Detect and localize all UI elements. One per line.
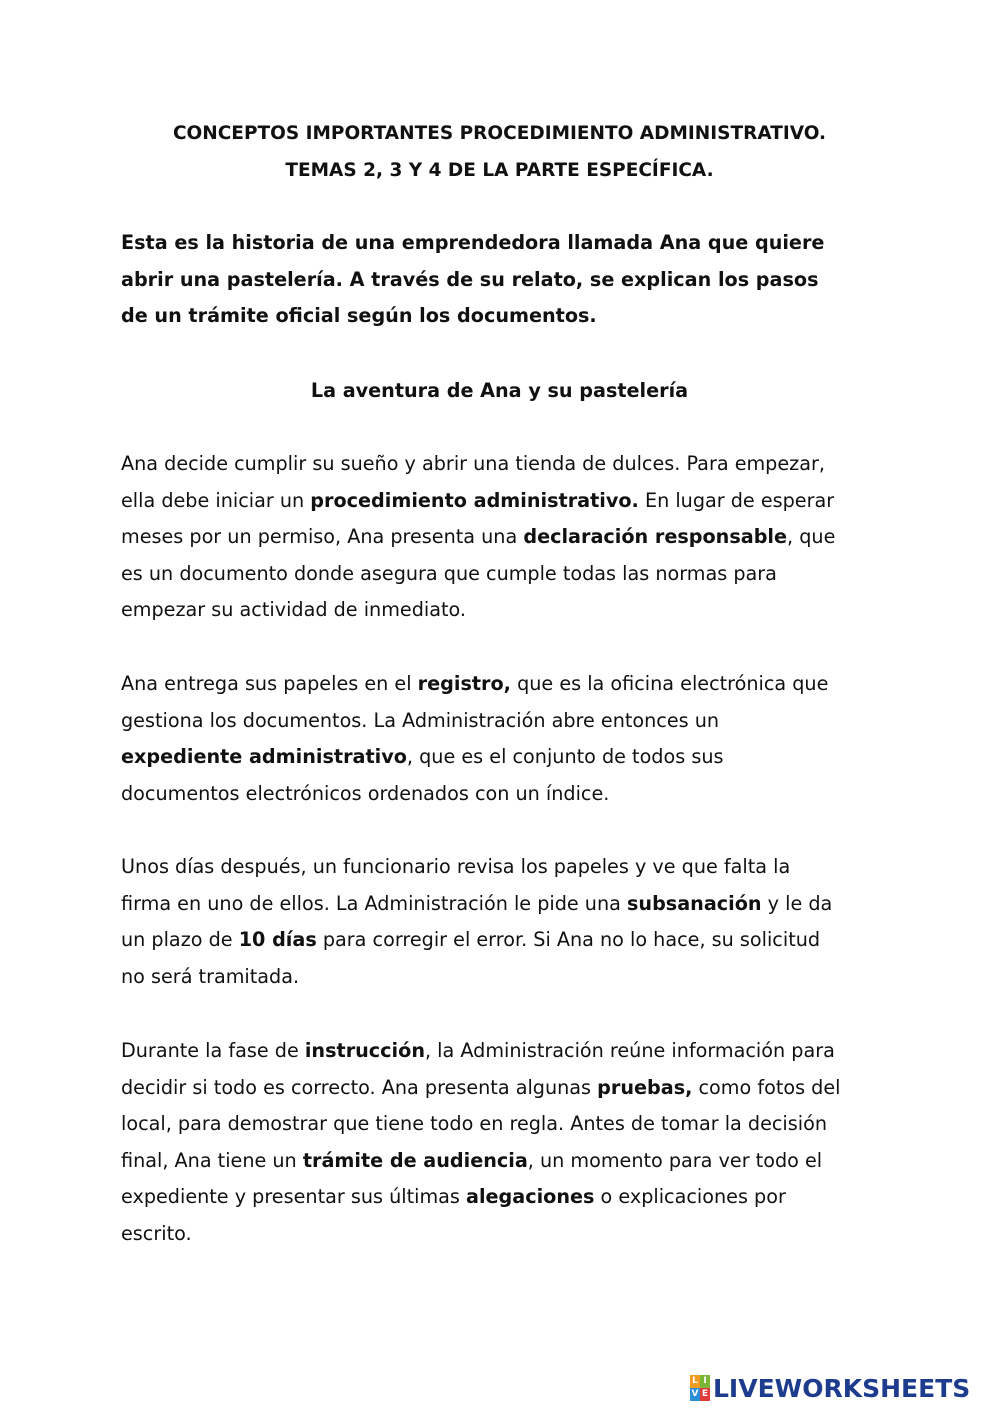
bold-term: trámite de audiencia [302, 1148, 528, 1172]
text-run: que es la oficina electrónica que [510, 672, 829, 695]
text-run: un plazo de [121, 928, 239, 952]
text-run: para corregir el error. Si Ana no lo hace, su solicitud [316, 928, 821, 952]
text-run: Unos días después, un funcionario revisa los papeles y ve que falta la [121, 855, 791, 878]
text-run: es un documento donde asegura que cumple todas las normas para [121, 561, 777, 585]
bold-term: pruebas, [597, 1075, 693, 1099]
bold-term: 10 días [238, 928, 317, 952]
text-run: decidir si todo es correcto. Ana presenta algunas [121, 1075, 598, 1099]
bold-term: alegaciones [466, 1185, 595, 1209]
text-run: y le da [761, 891, 833, 915]
text-run: como fotos del [692, 1075, 841, 1099]
logo-icon-letter: I [700, 1375, 710, 1388]
text-run: , que [787, 525, 836, 549]
story-subtitle: La aventura de Ana y su pastelería [310, 379, 689, 402]
text-run: empezar su actividad de inmediato. [121, 598, 466, 622]
bold-term: registro, [417, 672, 511, 695]
bold-term: expediente administrativo [121, 745, 407, 769]
text-run: no será tramitada. [121, 964, 300, 988]
logo-icon-letter: V [691, 1389, 699, 1399]
text-run: Durante la fase de [121, 1039, 305, 1062]
document-title-line-2: TEMAS 2, 3 Y 4 DE LA PARTE ESPECÍFICA. [285, 160, 714, 181]
text-run: ella debe iniciar un [121, 488, 311, 512]
text-run: o explicaciones por [594, 1185, 786, 1209]
text-run: , un momento para ver todo el [527, 1148, 823, 1172]
text-run: meses por un permiso, Ana presenta una [121, 525, 524, 549]
bold-term: declaración responsable [523, 525, 788, 549]
text-run: Ana decide cumplir su sueño y abrir una tienda de dulces. Para empezar, [121, 452, 825, 475]
text-run: documentos electrónicos ordenados con un índice. [121, 781, 610, 805]
text-run: escrito. [121, 1221, 192, 1245]
text-run: firma en uno de ellos. La Administración le pide una [121, 891, 627, 915]
paragraph-declaracion-responsable [121, 446, 891, 629]
logo-icon-letter: E [701, 1389, 709, 1399]
paragraph-instruccion [121, 1033, 891, 1253]
document-title-line-1: CONCEPTOS IMPORTANTES PROCEDIMIENTO ADMINISTRATIVO. [172, 123, 827, 144]
intro-line: abrir una pastelería. A través de su relato, se explican los pasos [121, 267, 819, 291]
text-run: En lugar de esperar [638, 488, 835, 512]
intro-line: de un trámite oficial según los documentos. [121, 304, 597, 328]
text-run: , la Administración reúne información para [424, 1039, 835, 1062]
text-run: final, Ana tiene un [121, 1148, 303, 1172]
text-run: local, para demostrar que tiene todo en regla. Antes de tomar la decisión [121, 1112, 827, 1136]
paragraph-subsanacion [121, 849, 891, 995]
intro-line: Esta es la historia de una emprendedora llamada Ana que quiere [121, 231, 825, 254]
text-run: , que es el conjunto de todos sus [406, 745, 724, 769]
text-run: Ana entrega sus papeles en el [121, 672, 418, 695]
bold-term: subsanación [626, 891, 762, 915]
bold-term: procedimiento administrativo. [310, 488, 639, 512]
text-run: expediente y presentar sus últimas [121, 1185, 466, 1209]
paragraph-registro [121, 666, 891, 812]
intro-paragraph [121, 225, 891, 335]
text-run: gestiona los documentos. La Administración abre entonces un [121, 708, 720, 732]
logo-icon-letter: L [690, 1375, 700, 1388]
logo-text: LIVEWORKSHEETS [713, 1373, 971, 1403]
liveworksheets-logo [690, 1373, 970, 1403]
bold-term: instrucción [304, 1039, 425, 1062]
live-icon [690, 1375, 710, 1401]
